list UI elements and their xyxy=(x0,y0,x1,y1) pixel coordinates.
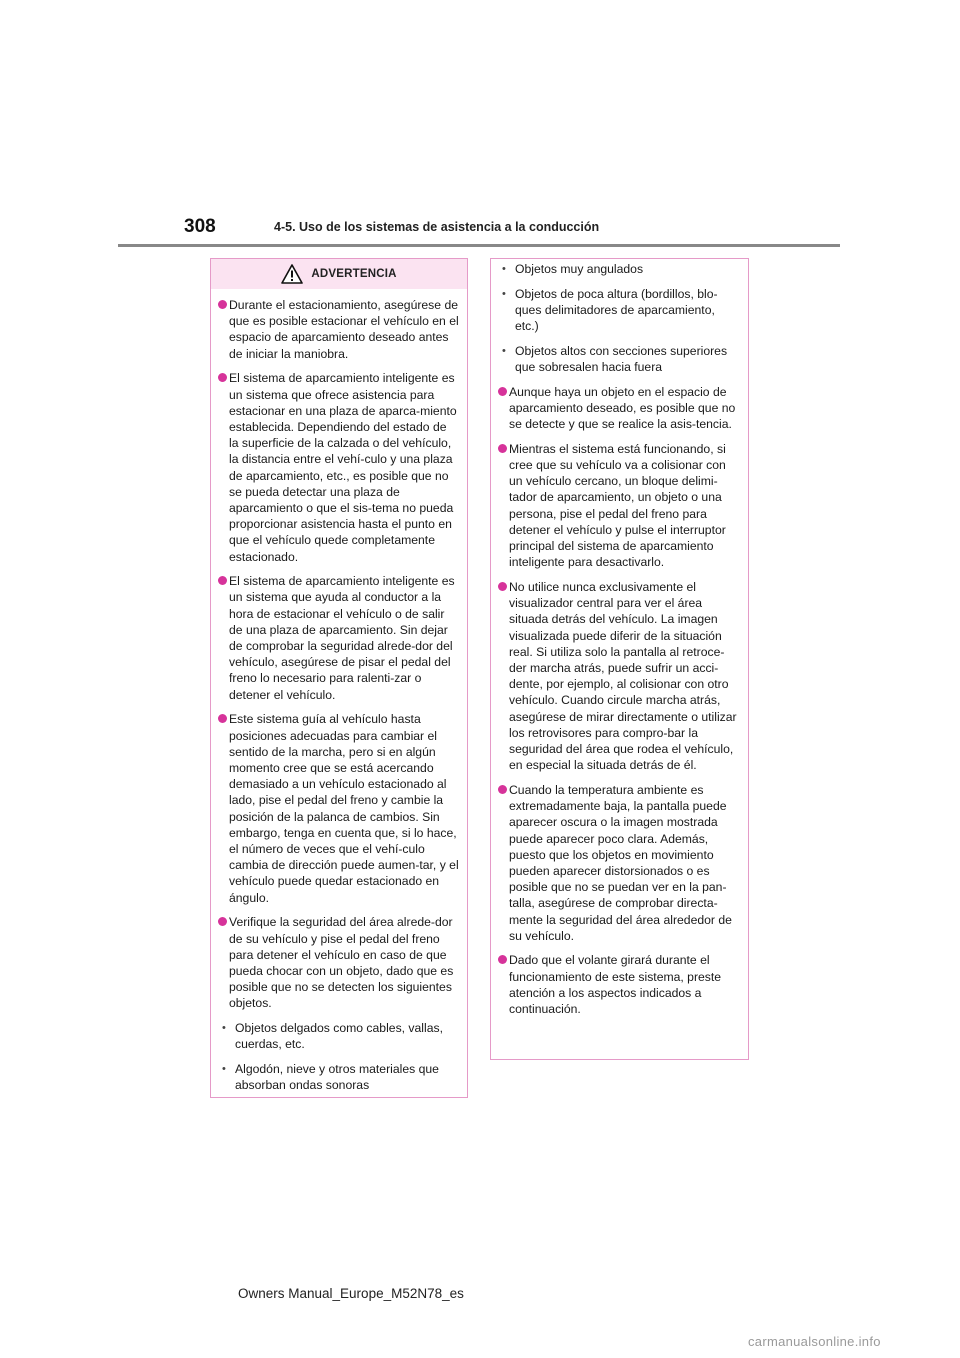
warning-continued-box xyxy=(490,258,749,1060)
footer-text: Owners Manual_Europe_M52N78_es xyxy=(238,1286,464,1301)
warning-sub-item: • Objetos de poca altura (bordillos, blo-ques delimitadores de aparcamiento, etc.) xyxy=(497,286,740,335)
warning-sub-item: • Algodón, nieve y otros materiales que absorban ondas sonoras xyxy=(217,1061,459,1093)
watermark-text: carmanualsonline.info xyxy=(748,1334,881,1349)
warning-item: Cuando la temperatura ambiente es extremadamente baja, la pantalla puede aparecer oscura o la imagen mostrada puede aparecer poco clara. Además, puesto que los objetos en movimiento pueden aparecer distorsionados o es posible que no se puedan ver en la pan-talla, asegúrese de comprobar directa-mente la seguridad del área alrededor de su vehículo. xyxy=(497,782,740,944)
warning-item: No utilice nunca exclusivamente el visualizador central para ver el área situada detrás del vehículo. La imagen visualizada puede diferir de la situación real. Si utiliza solo la pantalla al retroce-der marcha atrás, puede sufrir un acci-dente, por ejemplo, al colisionar con otro vehículo. Cuando circule marcha atrás, asegúrese de mirar directamente o utilizar los retrovisores para compro-bar la seguridad del área que rodea el vehículo, en especial la situada detrás de él. xyxy=(497,579,740,773)
warning-sub-item: • Objetos delgados como cables, vallas, cuerdas, etc. xyxy=(217,1020,459,1052)
warning-item: Aunque haya un objeto en el espacio de aparcamiento deseado, es posible que no se detecte y que se realice la asis-tencia. xyxy=(497,384,740,433)
warning-sub-item: • Objetos altos con secciones superiores que sobresalen hacia fuera xyxy=(497,343,740,375)
warning-triangle-icon xyxy=(281,264,303,284)
warning-item: Dado que el volante girará durante el funcionamiento de este sistema, preste atención a los aspectos indicados a continuación. xyxy=(497,952,740,1017)
warning-item: El sistema de aparcamiento inteligente es un sistema que ofrece asistencia para estacionar en una plaza de aparca-miento establecida. Dependiendo del estado de la superficie de la calzada o del vehículo, la distancia entre el vehí-culo y una plaza de aparcamiento, etc., es posible que no se pueda detectar una plaza de aparcamiento o que el sis-tema no pueda proporcionar asistencia hasta el punto en que el vehículo quede completamente estacionado. xyxy=(217,370,459,564)
warning-box xyxy=(210,258,468,1098)
section-title: 4-5. Uso de los sistemas de asistencia a la conducción xyxy=(274,220,600,234)
warning-content xyxy=(211,289,467,1110)
warning-item: Verifique la seguridad del área alrede-dor de su vehículo y pise el pedal del freno para detener el vehículo en caso de que pueda chocar con un objeto, dado que es posible que no se detecten los siguientes objetos. xyxy=(217,914,459,1011)
warning-item: Durante el estacionamiento, asegúrese de que es posible estacionar el vehículo en el espacio de aparcamiento deseado antes de iniciar la maniobra. xyxy=(217,297,459,362)
page-number: 308 xyxy=(184,216,216,237)
header-rule xyxy=(118,244,840,247)
warning-header xyxy=(211,259,467,289)
warning-continued-content xyxy=(491,259,748,1034)
warning-item: Mientras el sistema está funcionando, si cree que su vehículo va a colisionar con un vehículo cercano, un bloque delimi-tador de aparcamiento, un objeto o una persona, pise el pedal del freno para detener el vehículo y pulse el interruptor principal del sistema de aparcamiento inteligente para desactivarlo. xyxy=(497,441,740,571)
warning-label: ADVERTENCIA xyxy=(311,268,397,280)
warning-item: Este sistema guía al vehículo hasta posiciones adecuadas para cambiar el sentido de la marcha, pero si en algún momento cree que se está acercando demasiado a un vehículo estacionado al lado, pise el pedal del freno y cambie la posición de la palanca de cambios. Sin embargo, tenga en cuenta que, si lo hace, el número de veces que el vehí-culo cambia de dirección puede aumen-tar, y el vehículo puede quedar estacionado en ángulo. xyxy=(217,711,459,905)
warning-item: El sistema de aparcamiento inteligente es un sistema que ayuda al conductor a la hora de estacionar el vehículo o de salir de una plaza de aparcamiento. Sin dejar de comprobar la seguridad alrede-dor del vehículo, asegúrese de pisar el pedal del freno lo necesario para ralenti-zar o detener el vehículo. xyxy=(217,573,459,703)
warning-sub-item: • Objetos muy angulados xyxy=(497,261,740,277)
